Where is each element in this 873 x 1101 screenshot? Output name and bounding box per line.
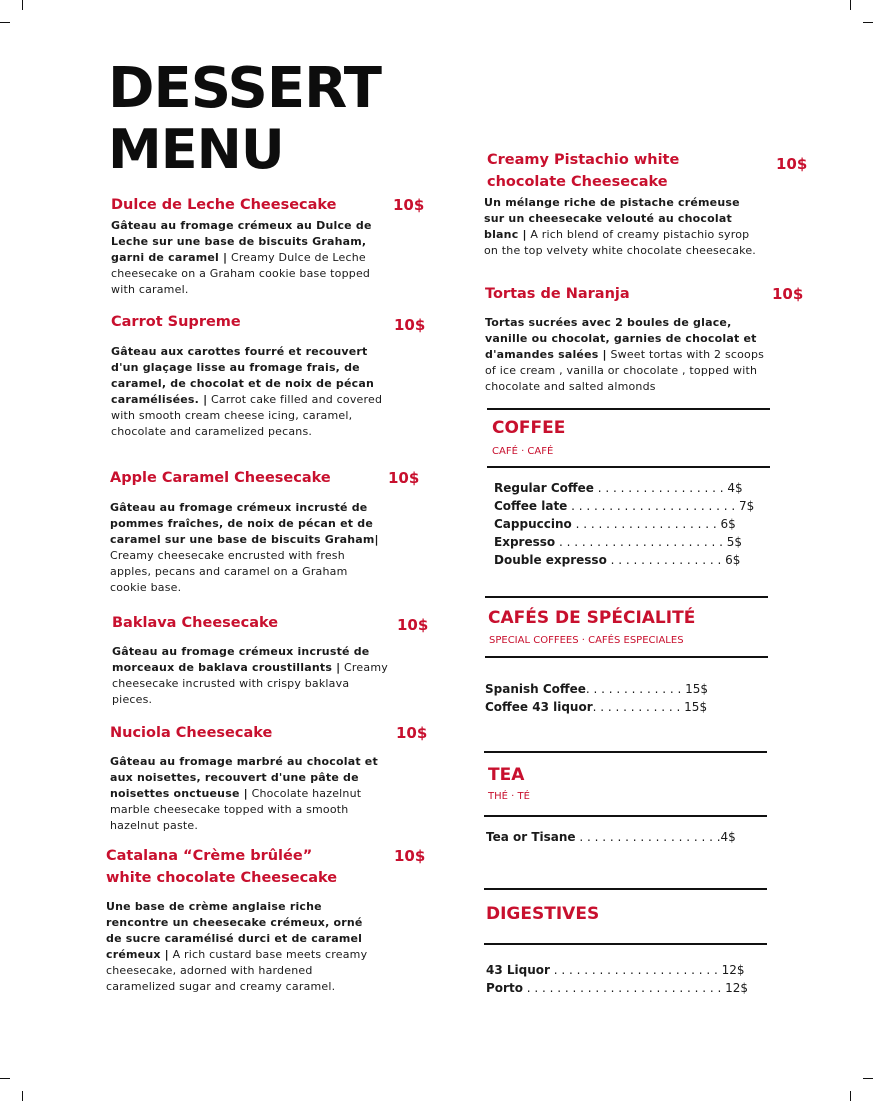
dessert-item <box>110 722 430 842</box>
item-name: Coffee late <box>494 499 568 513</box>
description-en: Carrot cake filled and covered with smooth cream cheese icing, caramel, chocolate and caramelized pecans. <box>111 393 383 438</box>
description-fr: Gâteau aux carottes fourré et recouvert d'un glaçage lisse au fromage frais, de caramel, de chocolat et de noix de pécan caramélisées. | <box>111 345 374 406</box>
dessert-item <box>110 467 430 597</box>
description-fr: Une base de crème anglaise riche rencontre un cheesecake crémeux, orné de sucre caramélisé durci et de caramel crémeux | <box>106 900 363 961</box>
list-item <box>485 698 708 716</box>
list-item <box>486 979 748 997</box>
item-name: Tea or Tisane <box>486 830 576 844</box>
description-en: Creamy Dulce de Leche cheesecake on a Graham cookie base topped with caramel. <box>111 251 371 296</box>
section-title-specialty: CAFÉS DE SPÉCIALITÉ <box>488 608 696 628</box>
dessert-name: Dulce de Leche Cheesecake <box>111 197 337 213</box>
list-item <box>494 479 754 497</box>
dessert-name: Carrot Supreme <box>111 314 241 330</box>
section-divider <box>484 815 767 817</box>
crop-mark <box>850 1091 851 1101</box>
dot-leader: . . . . . . . . . . . . . . . . . . . . . . <box>567 499 739 513</box>
dessert-price: 10$ <box>394 847 426 865</box>
dessert-item <box>106 845 436 1015</box>
list-item <box>486 961 748 979</box>
dessert-name-line2: white chocolate Cheesecake <box>106 870 338 886</box>
menu-title-line1: DESSERT <box>108 56 381 121</box>
section-divider <box>485 656 768 658</box>
description-fr: Gâteau au fromage crémeux incrusté de morceaux de baklava croustillants | <box>112 645 370 674</box>
description-en: Creamy cheesecake encrusted with fresh apples, pecans and caramel on a Graham cookie base. <box>110 549 348 594</box>
description-en: A rich custard base meets creamy cheesecake, adorned with hardened caramelized sugar and creamy caramel. <box>106 948 368 993</box>
list-item <box>486 828 736 846</box>
dot-leader: . . . . . . . . . . . . . . . . . . . <box>571 517 721 531</box>
crop-mark <box>22 1091 23 1101</box>
dessert-name: Apple Caramel Cheesecake <box>110 470 331 486</box>
dessert-name: Tortas de Naranja <box>485 286 630 302</box>
list-item <box>485 680 708 698</box>
dessert-description <box>110 754 386 834</box>
crop-mark <box>863 22 873 23</box>
item-name: Cappuccino <box>494 517 572 531</box>
item-price: 5$ <box>726 535 743 549</box>
crop-mark <box>22 0 23 10</box>
dessert-description <box>112 644 388 708</box>
dessert-price: 10$ <box>394 316 426 334</box>
item-name: Porto <box>486 981 523 995</box>
dessert-description <box>106 899 378 995</box>
dessert-description <box>111 218 387 298</box>
description-en: Creamy cheesecake incrusted with crispy baklava pieces. <box>112 661 388 706</box>
dessert-description <box>111 344 387 440</box>
dessert-price: 10$ <box>776 155 808 173</box>
item-price: 12$ <box>725 981 749 995</box>
item-price: 6$ <box>725 553 741 567</box>
section-subtitle-specialty: SPECIAL COFFEES · CAFÉS ESPECIALES <box>489 635 684 646</box>
crop-mark <box>0 1078 10 1079</box>
dot-leader: . . . . . . . . . . . . . . . . . . . . . . <box>555 535 727 549</box>
section-divider <box>487 466 770 468</box>
dessert-item <box>112 612 432 712</box>
digestives-list <box>486 961 748 997</box>
item-name: 43 Liquor <box>486 963 550 977</box>
section-divider <box>485 596 768 598</box>
menu-title-line2: MENU <box>108 118 284 181</box>
description-en: A rich blend of creamy pistachio syrop on the top velvety white chocolate cheesecake. <box>484 228 756 257</box>
dot-leader: . . . . . . . . . . . . . <box>585 682 686 696</box>
dessert-price: 10$ <box>393 196 425 214</box>
coffee-list <box>494 479 754 569</box>
list-item <box>494 533 754 551</box>
description-en: Chocolate hazelnut marble cheesecake topped with a smooth hazelnut paste. <box>110 787 362 832</box>
dessert-description <box>485 315 769 395</box>
dessert-name-line2: chocolate Cheesecake <box>487 174 668 190</box>
dessert-price: 10$ <box>396 724 428 742</box>
dot-leader: . . . . . . . . . . . . . . . . . . . <box>575 830 721 844</box>
description-fr: Un mélange riche de pistache crémeuse sur un cheesecake velouté au chocolat blanc | <box>484 196 740 241</box>
section-subtitle-coffee: CAFÉ · CAFÉ <box>492 446 554 457</box>
item-name: Double expresso <box>494 553 607 567</box>
dot-leader: . . . . . . . . . . . . . . . . . . . . . . . . . . <box>522 981 726 995</box>
crop-mark <box>0 22 10 23</box>
dot-leader: . . . . . . . . . . . . . . . <box>606 553 726 567</box>
item-name: Coffee 43 liquor <box>485 700 593 714</box>
section-divider <box>484 888 767 890</box>
list-item <box>494 497 754 515</box>
dot-leader: . . . . . . . . . . . . . . . . . . . . . . <box>549 963 722 977</box>
item-price: 15$ <box>684 700 708 714</box>
section-divider <box>484 751 767 753</box>
dessert-price: 10$ <box>772 285 804 303</box>
list-item <box>494 551 754 569</box>
item-price: 4$ <box>727 481 743 495</box>
list-item <box>494 515 754 533</box>
section-title-digestives: DIGESTIVES <box>486 904 600 924</box>
dot-leader: . . . . . . . . . . . . . . . . . <box>593 481 728 495</box>
tea-list <box>486 828 736 846</box>
item-name: Regular Coffee <box>494 481 594 495</box>
description-fr: Gâteau au fromage marbré au chocolat et aux noisettes, recouvert d'une pâte de noisettes onctueuse | <box>110 755 378 800</box>
section-title-tea: TEA <box>488 765 525 785</box>
item-price: 7$ <box>738 499 755 513</box>
specialty-list <box>485 680 708 716</box>
description-fr: Gâteau au fromage crémeux au Dulce de Leche sur une base de biscuits Graham, garni de caramel | <box>111 219 372 264</box>
dot-leader: . . . . . . . . . . . . <box>592 700 685 714</box>
dessert-description <box>110 500 386 596</box>
dessert-price: 10$ <box>397 616 429 634</box>
section-divider <box>484 943 767 945</box>
dessert-name: Nuciola Cheesecake <box>110 725 273 741</box>
crop-mark <box>863 1078 873 1079</box>
dessert-description <box>484 195 756 259</box>
item-name: Expresso <box>494 535 556 549</box>
dessert-name-line1: Creamy Pistachio white <box>487 152 680 168</box>
section-divider <box>487 408 770 410</box>
description-fr: Gâteau au fromage crémeux incrusté de pommes fraîches, de noix de pécan et de caramel sur une base de biscuits Graham| <box>110 501 379 546</box>
description-fr: Tortas sucrées avec 2 boules de glace, vanille ou chocolat, garnies de chocolat et d'amandes salées | <box>485 316 757 361</box>
dessert-item <box>111 194 431 304</box>
dessert-item <box>111 311 431 461</box>
description-en: Sweet tortas with 2 scoops of ice cream , vanilla or chocolate , topped with chocolate and salted almonds <box>485 348 765 393</box>
item-price: 12$ <box>721 963 745 977</box>
dessert-name: Baklava Cheesecake <box>112 615 279 631</box>
dessert-item <box>484 149 814 279</box>
item-price: 15$ <box>685 682 708 696</box>
section-title-coffee: COFFEE <box>492 418 566 438</box>
item-price: 4$ <box>720 830 736 844</box>
dessert-price: 10$ <box>388 469 420 487</box>
item-price: 6$ <box>720 517 736 531</box>
item-name: Spanish Coffee <box>485 682 586 696</box>
crop-mark <box>850 0 851 10</box>
dessert-item <box>485 283 815 403</box>
dessert-name-line1: Catalana “Crème brûlée” <box>106 848 313 864</box>
section-subtitle-tea: THÉ · TÉ <box>488 791 530 802</box>
